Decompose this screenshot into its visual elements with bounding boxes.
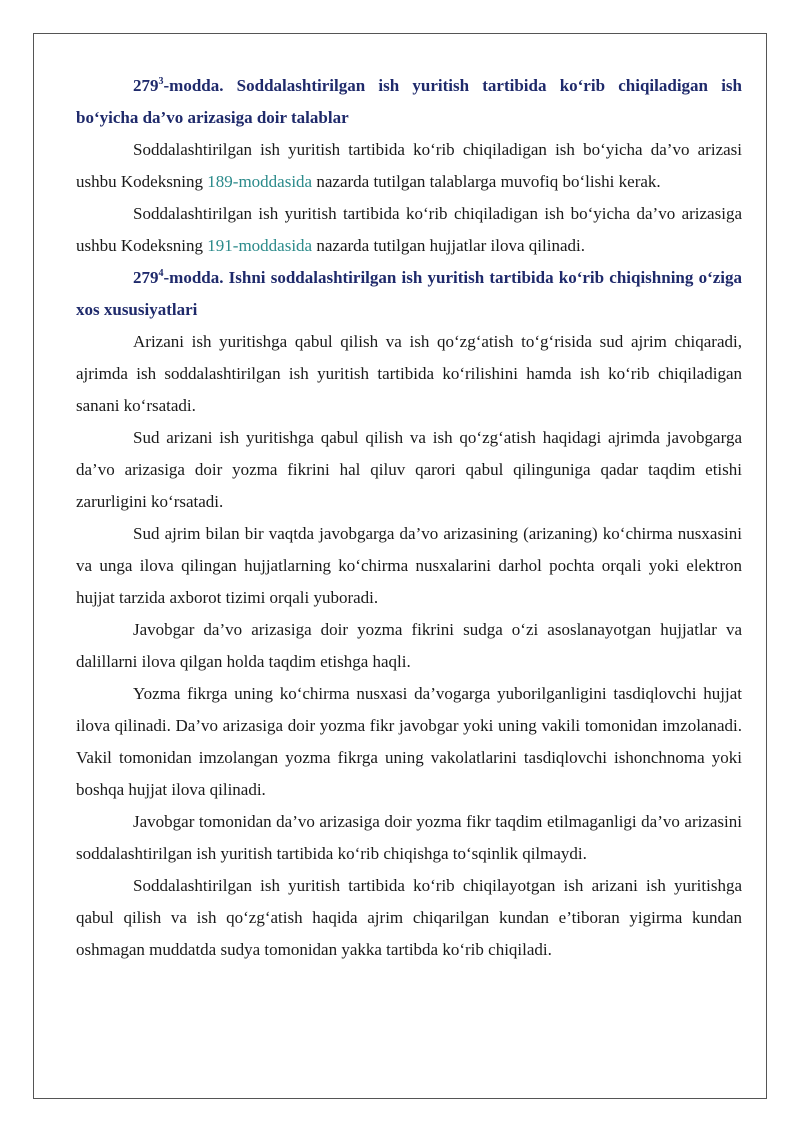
article-189-link[interactable]: 189-moddasida: [207, 172, 313, 191]
paragraph-text: Soddalashtirilgan ish yuritish tartibida ko‘rib chiqiladigan ish bo‘yicha da’vo arizasi ushbu Kodeksning: [76, 140, 742, 191]
paragraph-text: nazarda tutilgan talablarga muvofiq bo‘lishi kerak.: [312, 172, 661, 191]
document-body: [76, 70, 742, 966]
article-title: -modda. Soddalashtirilgan ish yuritish tartibida ko‘rib chiqiladigan ish bo‘yicha da’vo arizasiga doir talablar: [76, 76, 742, 127]
paragraph: Yozma fikrga uning ko‘chirma nusxasi da’vogarga yuborilganligini tasdiqlovchi hujjat ilova qilinadi. Da’vo arizasiga doir yozma fikr javobgar yoki uning vakili tomonidan imzolanadi. Vakil tomonidan imzolangan yozma fikrga uning vakolatlarini tasdiqlovchi ishonchnoma yoki boshqa hujjat ilova qilinadi.: [76, 684, 742, 799]
paragraph: [76, 134, 742, 198]
paragraph-text: Soddalashtirilgan ish yuritish tartibida ko‘rib chiqiladigan ish bo‘yicha da’vo arizasiga ushbu Kodeksning: [76, 204, 742, 255]
paragraph-text: nazarda tutilgan hujjatlar ilova qilinadi.: [312, 236, 585, 255]
article-superscript: 3: [158, 76, 164, 87]
article-number: 279: [133, 268, 159, 287]
paragraph: [76, 198, 742, 262]
paragraph: Javobgar da’vo arizasiga doir yozma fikrini sudga o‘zi asoslanayotgan hujjatlar va dalillarni ilova qilgan holda taqdim etishga haqli.: [76, 620, 742, 671]
article-number: 279: [133, 76, 159, 95]
article-title: -modda. Ishni soddalashtirilgan ish yuritish tartibida ko‘rib chiqishning o‘ziga xos xususiyatlari: [76, 268, 742, 319]
paragraph: Javobgar tomonidan da’vo arizasiga doir yozma fikr taqdim etilmaganligi da’vo arizasini soddalashtirilgan ish yuritish tartibida ko‘rib chiqishga to‘sqinlik qilmaydi.: [76, 812, 742, 863]
article-superscript: 4: [158, 268, 164, 279]
paragraph: Soddalashtirilgan ish yuritish tartibida ko‘rib chiqilayotgan ish arizani ish yuritishga qabul qilish va ish qo‘zg‘atish haqida ajrim chiqarilgan kundan e’tiboran yigirma kundan oshmagan muddatda sudya tomonidan yakka tartibda ko‘rib chiqiladi.: [76, 876, 742, 959]
article-heading-279-3: [76, 70, 742, 134]
article-191-link[interactable]: 191-moddasida: [207, 236, 313, 255]
paragraph: Sud arizani ish yuritishga qabul qilish va ish qo‘zg‘atish haqidagi ajrimda javobgarga da’vo arizasiga doir yozma fikrini hal qiluv qarori qabul qilinguniga qadar taqdim etishi zarurligini ko‘rsatadi.: [76, 428, 742, 511]
paragraph: Arizani ish yuritishga qabul qilish va ish qo‘zg‘atish to‘g‘risida sud ajrim chiqaradi, ajrimda ish soddalashtirilgan ish yuritish tartibida ko‘rilishini hamda ish ko‘rib chiqiladigan sanani ko‘rsatadi.: [76, 332, 742, 415]
paragraph: Sud ajrim bilan bir vaqtda javobgarga da’vo arizasining (arizaning) ko‘chirma nusxasini va unga ilova qilingan hujjatlarning ko‘chirma nusxalarini darhol pochta orqali yoki elektron hujjat tarzida axborot tizimi orqali yuboradi.: [76, 524, 742, 607]
article-heading-279-4: [76, 262, 742, 326]
